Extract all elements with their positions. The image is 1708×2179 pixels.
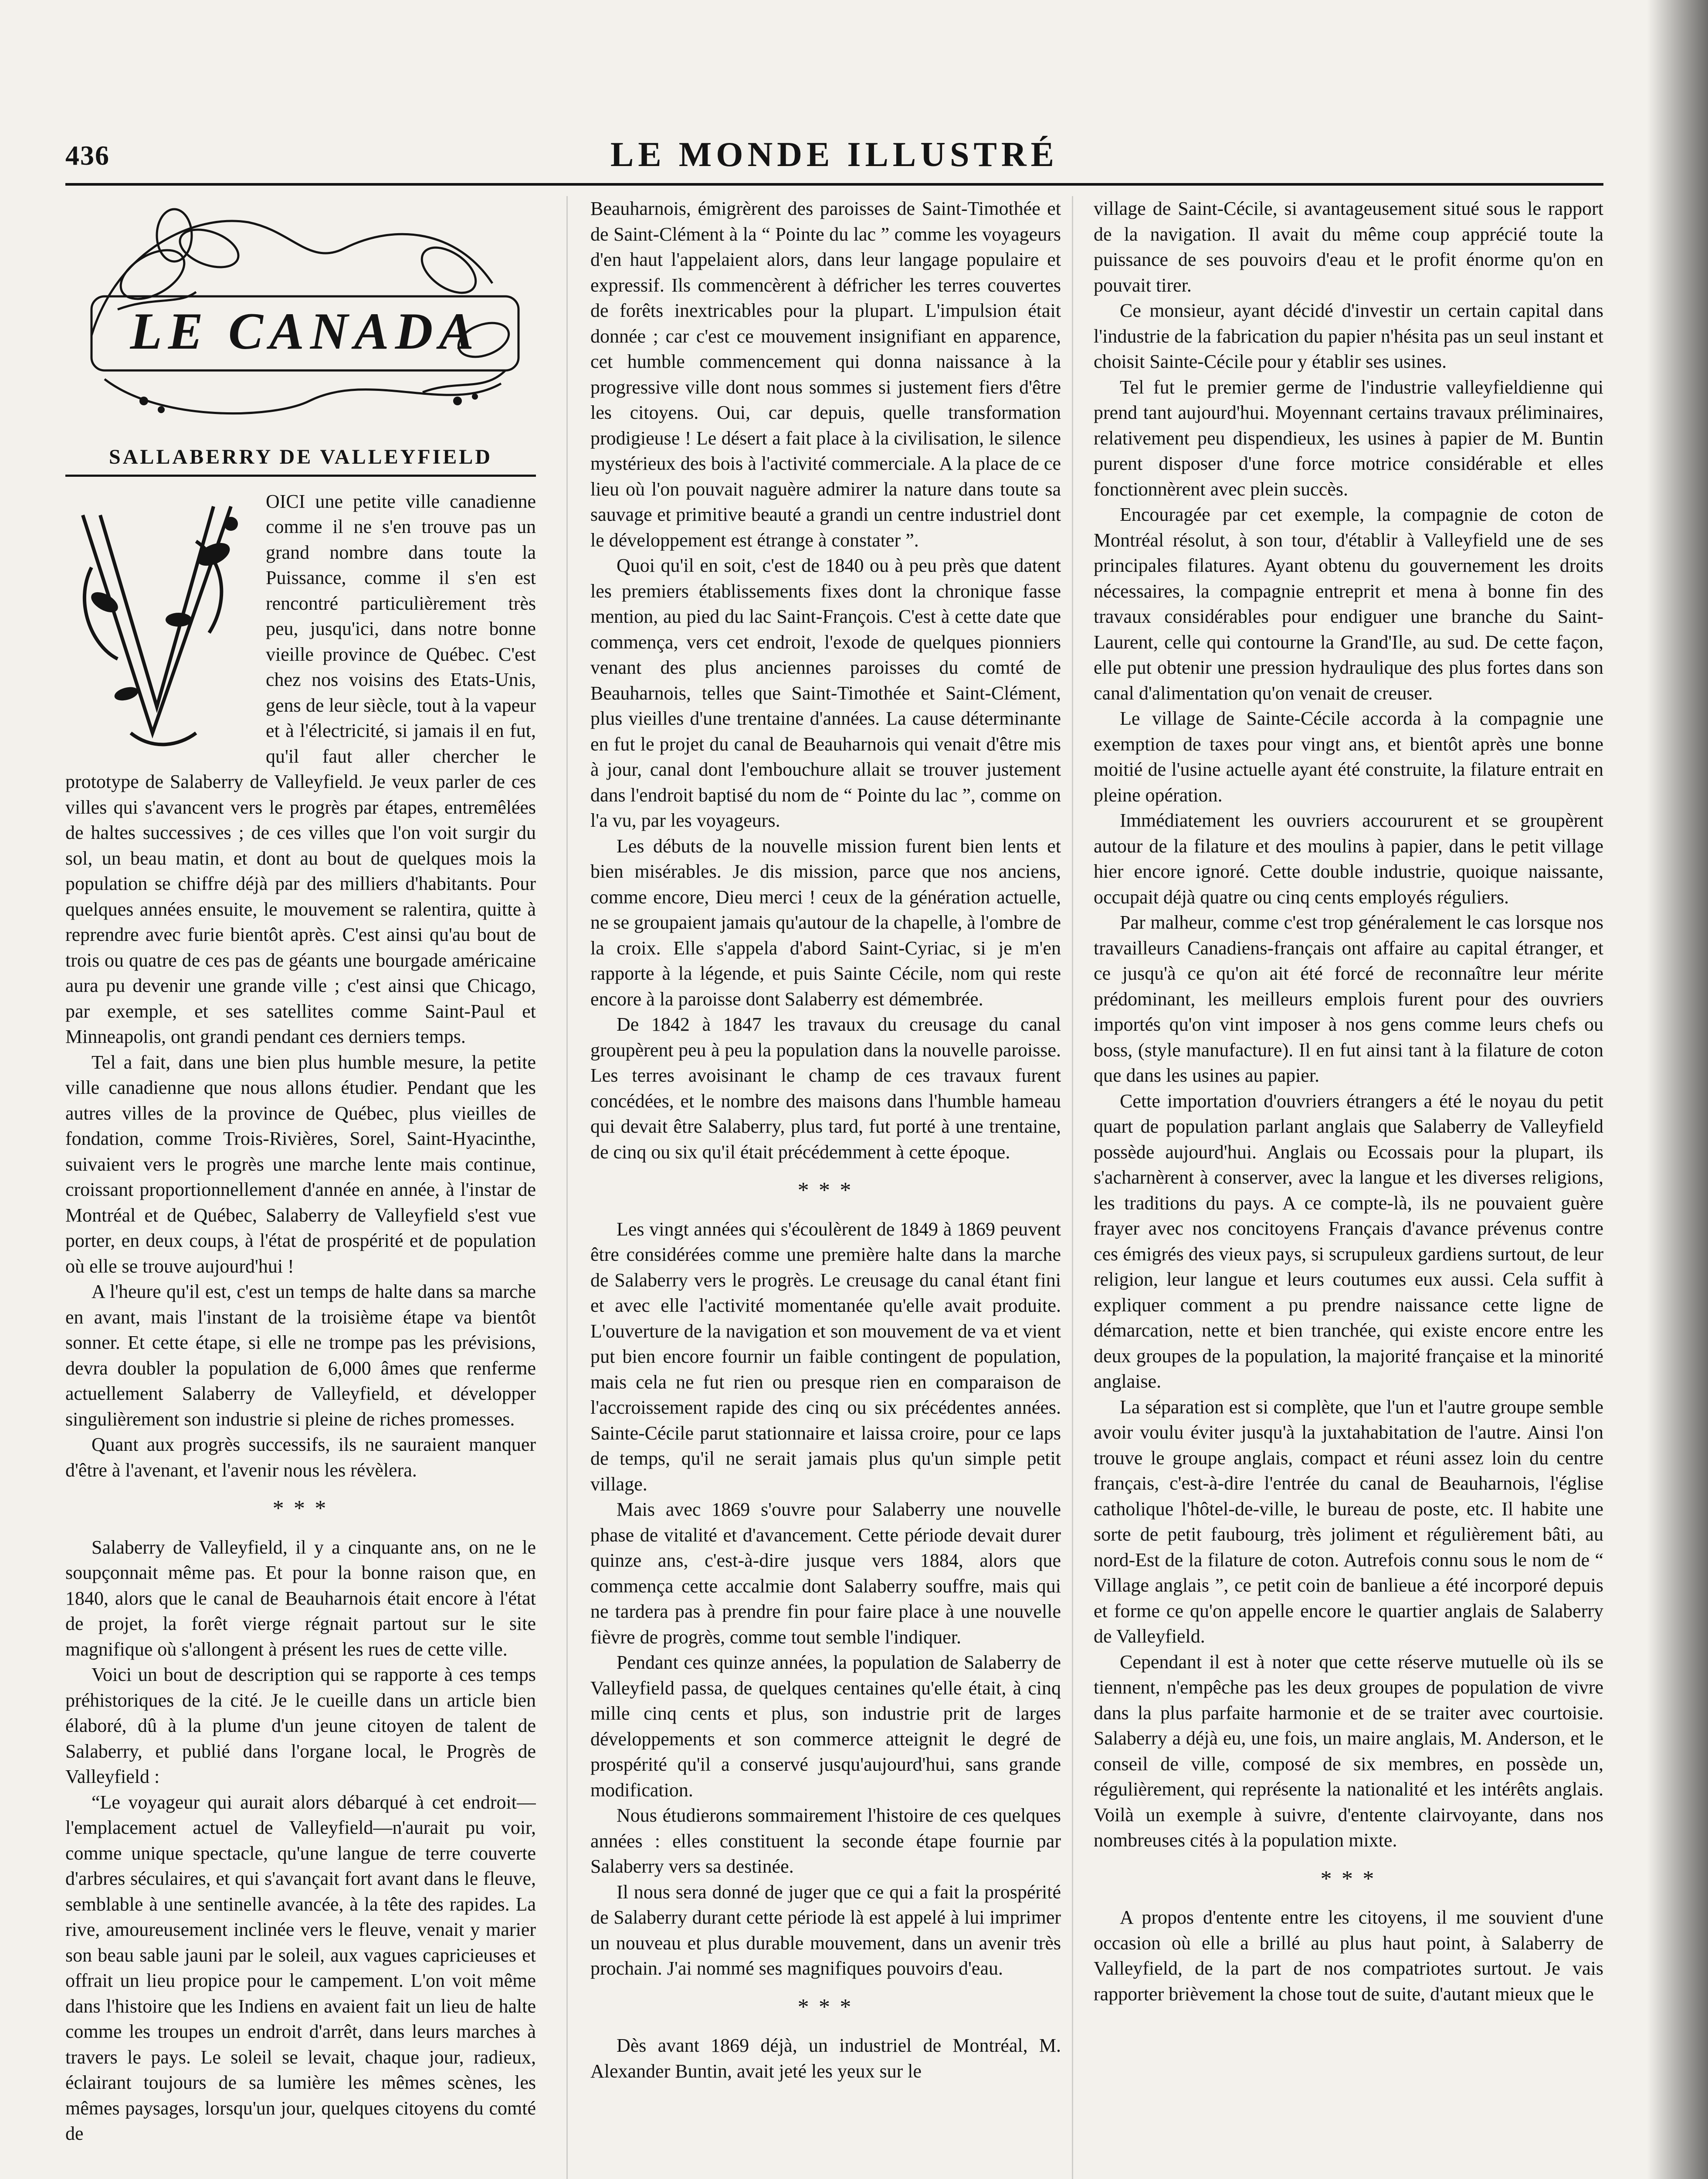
le-canada-vignette [65,196,536,431]
paragraph: Cependant il est à noter que cette réserve mutuelle où ils se tiennent, n'empêche pas les deux groupes de population de vivre dans la plus parfaite harmonie et de se traiter avec courtoisie. Salaberry a déjà eu, une fois, un maire anglais, M. Anderson, et le conseil de ville, composé de six membres, en possède un, régulièrement, qui représente la nationalité et les intérêts anglais. Voilà un exemple à suivre, d'entente clairvoyante, dans nos nombreuses cités à la population mixte. [1094,1651,1603,1851]
dropcap-v-illustration [65,489,257,759]
article-opening [65,489,536,1050]
paragraph: Quoi qu'il en soit, c'est de 1840 ou à peu près que datent les premiers établissements fixes dont la chronique fasse mention, au pied du lac Saint-François. C'est à cette date que commença, vers cet endroit, l'exode de quelques pionniers venant des plus anciennes paroisses du comté de Beauharnois, telles que Saint-Timothée et Saint-Clément, plus vieilles d'une trentaine d'années. La cause déterminante en fut le projet du canal de Beauharnois qui venait d'être mis à jour, canal dont l'embouchure allait se trouver justement dans l'endroit baptisé du nom de “ Pointe du lac ”, comme on l'a vu, par les voyageurs. [590,555,1061,831]
floral-banner-illustration [65,196,536,431]
ornamental-letter-v-icon [65,489,257,759]
column-2 [590,196,1061,2179]
asterism-separator: * * * [272,1496,329,1521]
journal-title: LE MONDE ILLUSTRÉ [610,136,1058,174]
paragraph: Quant aux progrès successifs, ils ne sauraient manquer d'être à l'avenant, et l'avenir nous les révèlera. [65,1434,536,1481]
scan-edge-shadow [1647,0,1708,2179]
header-rule [65,183,1603,186]
paragraph: Les débuts de la nouvelle mission furent bien lents et bien misérables. Je dis mission, parce que nos anciens, comme encore, Dieu merci ! ceux de la génération actuelle, ne se groupaient jamais qu'autour de la chapelle, à l'ombre de la croix. Elle s'appela d'abord Saint-Cyriac, si je m'en rapporte à la légende, et puis Sainte Cécile, nom qui reste encore à la paroisse dont Salaberry est démembrée. [590,835,1061,1010]
paragraph: OICI une petite ville canadienne comme il ne s'en trouve pas un grand nombre dans toute la Puissance, comme il s'en est rencontré particulièrement très peu, jusqu'ici, dans notre bonne vieille province de Québec. C'est chez nos voisins des Etats-Unis, gens de leur siècle, tout à la vapeur et à l'électricité, si jamais il en fut, qu'il faut aller chercher le prototype de Salaberry de Valleyfield. Je veux parler de ces villes qui s'avancent vers le progrès par étapes, entremêlées de haltes successives ; de ces villes que l'on voit surgir du sol, un beau matin, et dont au bout de quelques mois la population se chiffre déjà par des milliers d'habitants. Pour quelques années ensuite, le mouvement se ralentira, quitte à reprendre avec furie bientôt après. C'est ainsi qu'au bout de trois ou quatre de ces pas de géants une bourgade américaine aura pu devenir une grande ville ; c'est ainsi que Chicago, par exemple, et ses satellites comme Saint-Paul et Minneapolis, ont grandi pendant ces derniers temps. [65,490,536,1047]
column-1 [65,196,536,2179]
vignette-label: LE CANADA [130,302,480,360]
paragraph: Tel fut le premier germe de l'industrie valleyfieldienne qui prend tant aujourd'hui. Moyennant certains travaux préliminaires, relativement peu dispendieux, les usines à papier de M. Buntin purent disposer d'une force motrice considérable et elles fonctionnèrent avec plein succès. [1094,376,1603,500]
paragraph: De 1842 à 1847 les travaux du creusage du canal groupèrent peu à peu la population dans la nouvelle paroisse. Les terres avoisinant le champ de ces travaux furent concédées, et le nombre des maisons dans l'humble hameau qui devait être Salaberry, plus tard, fut porté à une trentaine, de cinq ou six qu'il était précédemment à cette époque. [590,1014,1061,1163]
paragraph: Il nous sera donné de juger que ce qui a fait la prospérité de Salaberry durant cette période là est appelé à lui imprimer un nouveau et plus durable mouvement, dans un avenir très prochain. J'ai nommé ses magnifiques pouvoirs d'eau. [590,1881,1061,1979]
paragraph: Nous étudierons sommairement l'histoire de ces quelques années : elles constituent la seconde étape fournie par Salaberry vers sa destinée. [590,1805,1061,1877]
paragraph: Cette importation d'ouvriers étrangers a été le noyau du petit quart de population parlant anglais que Salaberry de Valleyfield possède aujourd'hui. Anglais ou Ecossais pour la plupart, ils s'acharnèrent à conserver, avec la langue et les diverses religions, les traditions du pays. A ce compte-là, ils ne pouvaient guère frayer avec nos concitoyens Français d'avance prévenus contre ces émigrés des vieux pays, si scrupuleux gardiens surtout, de leur religion, leur langue et leurs coutumes eux aussi. Cela suffit à expliquer comment a pu prendre naissance cette ligne de démarcation, nette et bien tranchée, qui existe encore entre les deux groupes de la population, la majorité française et la minorité anglaise. [1094,1090,1603,1392]
paragraph: Pendant ces quinze années, la population de Salaberry de Valleyfield passa, de quelques centaines qu'elle était, à cinq mille cinq cents et plus, son industrie prit de larges développements et son commerce atteignit le degré de prospérité qu'il a conservé jusqu'aujourd'hui, sans grande modification. [590,1652,1061,1801]
paragraph: Le village de Sainte-Cécile accorda à la compagnie une exemption de taxes pour vingt ans, et bientôt après une bonne moitié de l'usine actuelle ayant été construite, la filature entrait en pleine opération. [1094,708,1603,806]
paragraph: Beauharnois, émigrèrent des paroisses de Saint-Timothée et de Saint-Clément à la “ Pointe du lac ” comme les voyageurs d'en haut l'appelaient alors, dans leur langage populaire et expressif. Ils commencèrent à défricher les terres couvertes de forêts inextricables pour la plupart. L'impulsion était donnée ; car c'est ce mouvement insignifiant en apparence, cet humble commencement qui donna naissance à la progressive ville dont nous sommes si justement fiers d'être les citoyens. Oui, car depuis, quelle transformation prodigieuse ! Le désert a fait place à la civilisation, le silence mystérieux des bois à l'activité commerciale. A la place de ce lieu où l'on pouvait naguère admirer la nature dans toute sa sauvage et primitive beauté a grandi un centre industriel dont le développement est étrange à constater ”. [590,198,1061,551]
column-3 [1094,196,1603,2179]
paragraph: Dès avant 1869 déjà, un industriel de Montréal, M. Alexander Buntin, avait jeté les yeux sur le [590,2035,1061,2082]
paragraph: La séparation est si complète, que l'un et l'autre groupe semble avoir voulu éviter jusqu'à la juxtahabitation de l'autre. Ainsi l'on trouve le groupe anglais, compact et réuni assez loin du centre français, c'est-à-dire l'entrée du canal de Beauharnois, l'église catholique l'hôtel-de-ville, le bureau de poste, etc. Il habite une sorte de petit faubourg, très joliment et régulièrement bâti, au nord-Est de la filature de coton. Autrefois connu sous le nom de “ Village anglais ”, ce petit coin de banlieue a été incorporé depuis et forme ce qu'on appelle encore le quartier anglais de Salaberry de Valleyfield. [1094,1396,1603,1647]
paragraph: village de Saint-Cécile, si avantageusement situé sous le rapport de la navigation. Il avait du même coup apprécié toute la puissance de ses pouvoirs d'eau et le profit énorme qu'on en pouvait tirer. [1094,198,1603,296]
title-rule [65,475,536,477]
paragraph: Encouragée par cet exemple, la compagnie de coton de Montréal résolut, à son tour, d'établir à Valleyfield une de ses principales filatures. Ayant obtenu du gouvernement les droits nécessaires, la compagnie entreprit et mena à bonne fin des travaux considérables pour endiguer une branche du Saint-Laurent, celle qui contourne la Grand'Ile, au sud. De cette façon, elle put obtenir une pression hydraulique des plus fortes dans son canal d'alimentation qu'on venait de creuser. [1094,504,1603,704]
column-divider [1072,196,1073,2179]
paragraph: Les vingt années qui s'écoulèrent de 1849 à 1869 peuvent être considérées comme une première halte dans la marche de Salaberry vers le progrès. Le creusage du canal étant fini et avec elle l'activité momentanée qu'elle avait produite. L'ouverture de la navigation et son mouvement de va et vient put bien encore fournir un faible contingent de population, mais cela ne fut rien ou presque rien en comparaison de l'accroissement rapide des cinq ou six précédentes années. Sainte-Cécile parut stationnaire et laissa croire, pour ce laps de temps, qu'il ne serait jamais plus qu'un simple petit village. [590,1218,1061,1495]
column-divider [566,196,568,2179]
asterism-separator: * * * [1320,1866,1377,1891]
paragraph: Immédiatement les ouvriers accoururent et se groupèrent autour de la filature et des moulins à papier, dans le petit village hier encore ignoré. Cette double industrie, quoique naissante, occupait déjà quatre ou cinq cents employés réguliers. [1094,810,1603,908]
paragraph: Mais avec 1869 s'ouvre pour Salaberry une nouvelle phase de vitalité et d'avancement. Cette période devait durer quinze ans, c'est-à-dire jusque vers 1884, alors que commença cette accalmie dont Salaberry souffre, mais qui ne tardera pas à prendre fin pour faire place à une nouvelle fièvre de progrès, comme tout semble l'indiquer. [590,1499,1061,1648]
asterism-separator: * * * [797,1994,854,2019]
paragraph: A l'heure qu'il est, c'est un temps de halte dans sa marche en avant, mais l'instant de la troisième étape va bientôt sonner. Et cette étape, si elle ne trompe pas les prévisions, devra doubler la population de 6,000 âmes que renferme actuellement Salaberry de Valleyfield, et développer singulièrement son industrie si pleine de riches promesses. [65,1281,536,1430]
paragraph: Ce monsieur, ayant décidé d'investir un certain capital dans l'industrie de la fabrication du papier n'hésita pas un seul instant et choisit Sainte-Cécile pour y établir ses usines. [1094,300,1603,372]
quoted-paragraph: “Le voyageur qui aurait alors débarqué à cet endroit—l'emplacement actuel de Valleyfield—n'aurait pu voir, comme unique spectacle, qu'une langue de terre couverte d'arbres séculaires, et qui s'avançait fort avant dans le fleuve, semblable à une sentinelle avancée, à la tête des rapides. La rive, amoureusement inclinée vers le fleuve, venait y marier son beau sable jauni par le soleil, aux vagues capricieuses et offrait un lieu propice pour le campement. L'on voit même dans l'histoire que les Indiens en avaient fait un lieu de halte comme les troupes un endroit d'arrêt, dans leurs marches à travers le pays. Le soleil se levait, chaque jour, radieux, éclairant toujours de sa lumière les mêmes scènes, les mêmes paysages, lorsqu'un jour, quelques citoyens du comté de [65,1791,536,2144]
page-header [65,131,1603,179]
paragraph: A propos d'entente entre les citoyens, il me souvient d'une occasion où elle a brillé au plus haut point, à Salaberry de Valleyfield, de la part de nos compatriotes surtout. Je vais rapporter brièvement la chose tout de suite, d'autant mieux que le [1094,1907,1603,2005]
article-title: SALLABERRY DE VALLEYFIELD [109,445,492,468]
paragraph: Tel a fait, dans une bien plus humble mesure, la petite ville canadienne que nous allons étudier. Pendant que les autres villes de la province de Québec, plus vieilles de fondation, comme Trois-Rivières, Sorel, Saint-Hyacinthe, suivaient vers le progrès une marche lente mais continue, croissant proportionnellement d'année en année, à l'instar de Montréal et de Québec, Salaberry de Valleyfield s'est vue porter, en deux coups, à l'état de prospérité et de population où elle se trouve aujourd'hui ! [65,1051,536,1277]
paragraph: Par malheur, comme c'est trop généralement le cas lorsque nos travailleurs Canadiens-français ont affaire au capital étranger, et ce jusqu'à ce qu'on ait été forcé de reconnaître leur mérite prédominant, les meilleurs emplois furent pour des ouvriers importés qu'on vint imposer à nos gens comme leurs chefs ou boss, (style manufacture). Il en fut ainsi tant à la filature de coton que dans les usines au papier. [1094,912,1603,1086]
paragraph: Voici un bout de description qui se rapporte à ces temps préhistoriques de la cité. Je le cueille dans un article bien élaboré, dû à la plume d'un jeune citoyen de talent de Salaberry, et publié dans l'organe local, le Progrès de Valleyfield : [65,1664,536,1787]
asterism-separator: * * * [797,1178,854,1203]
page-number: 436 [65,140,110,171]
paragraph: Salaberry de Valleyfield, il y a cinquante ans, on ne le soupçonnait même pas. Et pour la bonne raison que, en 1840, alors que le canal de Beauharnois était encore à l'état de projet, la forêt vierge régnait partout sur le site magnifique où s'allongent à présent les rues de cette ville. [65,1536,536,1660]
